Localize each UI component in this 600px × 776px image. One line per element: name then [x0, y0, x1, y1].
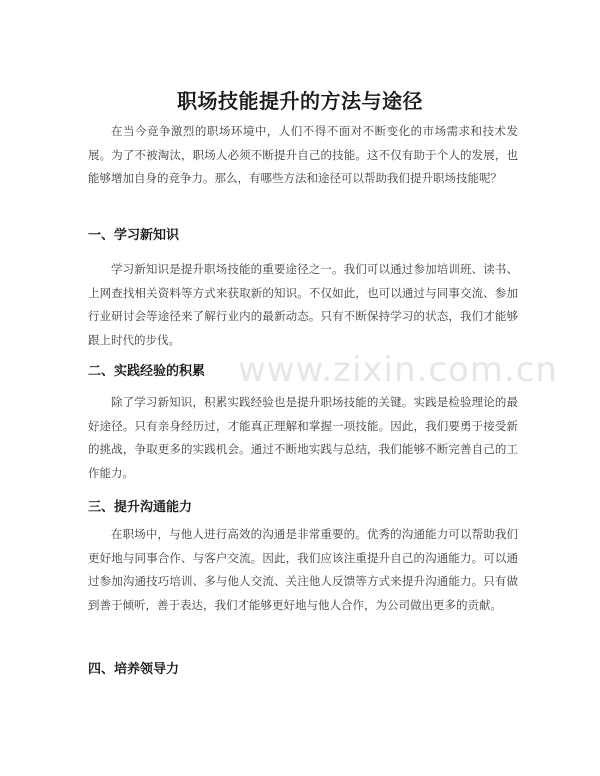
watermark: www.zixin.com.cn — [238, 350, 558, 390]
section-body-2: 除了学习新知识，积累实践经验也是提升职场技能的关键。实践是检验理论的最好途径。只有亲身经历过，才能真正理解和掌握一项技能。因此，我们要勇于接受新的挑战，争取更多的实践机会。通过不断地实践与总结，我们能够不断完善自己的工作能力。 — [88, 395, 518, 480]
section-heading-1: 一、学习新知识 — [88, 228, 180, 243]
page-title: 职场技能提升的方法与途径 — [177, 89, 423, 114]
section-heading-3: 三、提升沟通能力 — [88, 500, 193, 515]
section-body-1: 学习新知识是提升职场技能的重要途径之一。我们可以通过参加培训班、读书、上网查找相关资料等方式来获取新的知识。不仅如此，也可以通过与同事交流、参加行业研讨会等途径来了解行业内的最新动态。只有不断保持学习的状态，我们才能够跟上时代的步伐。 — [88, 262, 518, 347]
section-heading-2: 二、实践经验的积累 — [88, 364, 206, 379]
section-body-3: 在职场中，与他人进行高效的沟通是非常重要的。优秀的沟通能力可以帮助我们更好地与同事合作、与客户交流。因此，我们应该注重提升自己的沟通能力。可以通过参加沟通技巧培训、多与他人交流、关注他人反馈等方式来提升沟通能力。只有做到善于倾听，善于表达，我们才能够更好地与他人合作，为公司做出更多的贡献。 — [88, 527, 518, 612]
intro-paragraph: 在当今竞争激烈的职场环境中，人们不得不面对不断变化的市场需求和技术发展。为了不被淘汰，职场人必须不断提升自己的技能。这不仅有助于个人的发展，也能够增加自身的竞争力。那么，有哪些方法和途径可以帮助我们提升职场技能呢？ — [88, 124, 518, 185]
section-heading-4: 四、培养领导力 — [88, 662, 180, 677]
